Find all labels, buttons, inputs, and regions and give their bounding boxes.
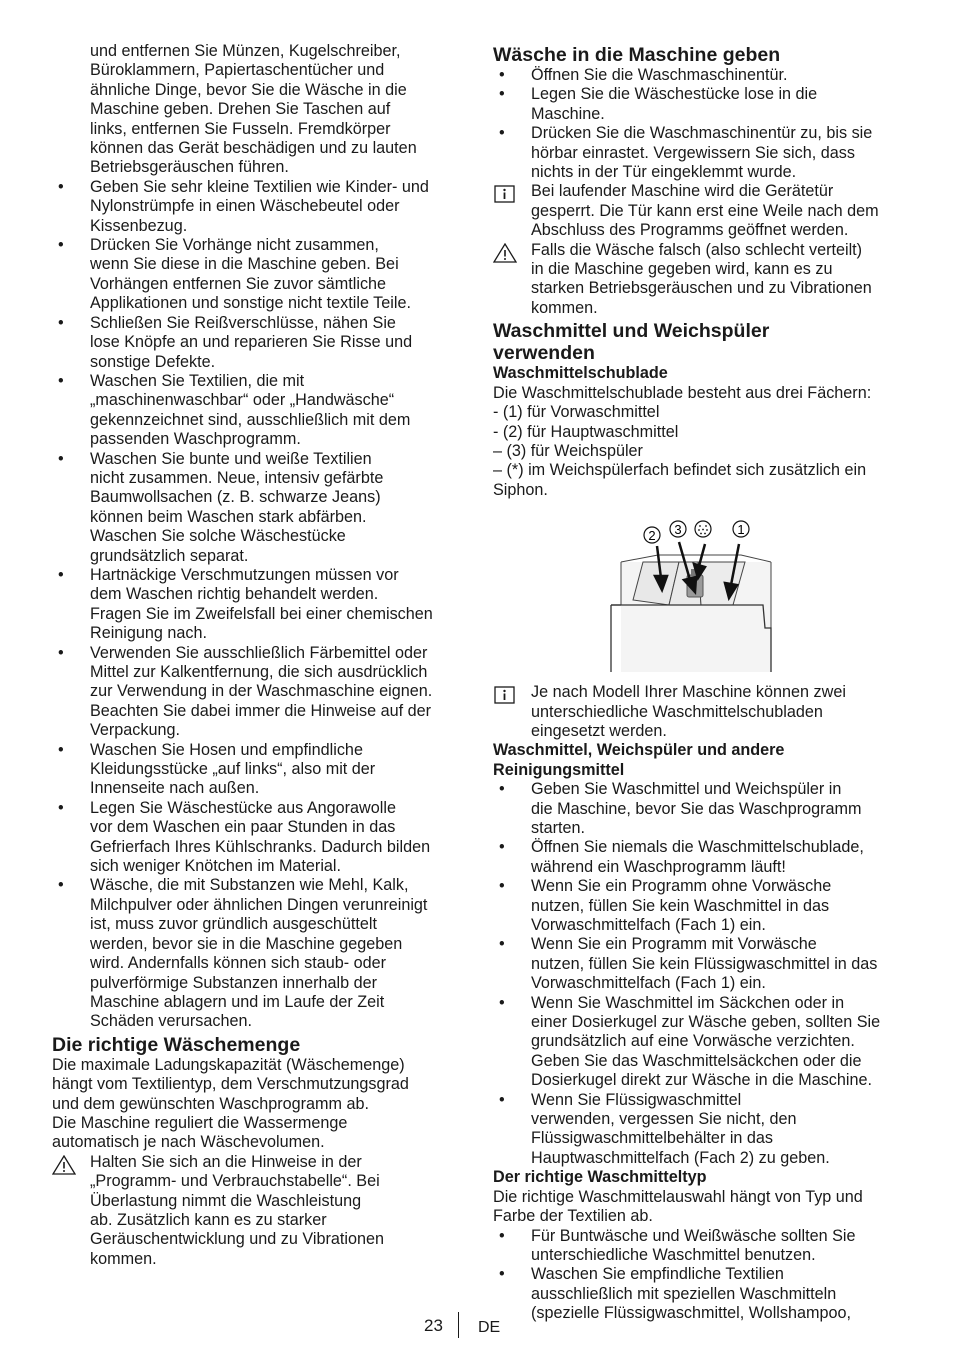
left-column: [52, 42, 464, 1269]
list-item: • Waschen Sie Hosen und empfindliche Kleidungsstücke „auf links“, also mit der Innenseite nach außen.: [58, 740, 376, 798]
list-item: • Waschen Sie bunte und weiße Textilien nicht zusammen. Neue, intensiv gefärbte Baumwollsachen (z. B. schwarze Jeans) können beim Waschen stark abfärben. Waschen Sie solche Wäschestücke grundsätzlich separat.: [58, 449, 384, 565]
section-heading-waeschemenge: Die richtige Wäschemenge: [52, 1033, 301, 1056]
label-compartment-3: 3: [674, 522, 682, 538]
bullet-icon: •: [58, 313, 64, 332]
page-footer: [0, 1316, 954, 1340]
bullet-icon: •: [499, 124, 505, 143]
list-item: • Legen Sie die Wäschestücke lose in die Maschine.: [499, 85, 818, 123]
bullet-icon: •: [499, 993, 505, 1012]
list-item: • Wenn Sie ein Programm ohne Vorwäsche nutzen, füllen Sie kein Waschmittel in das Vorwaschmittelfach (Fach 1) ein.: [499, 877, 832, 934]
list-item: • Geben Sie Waschmittel und Weichspüler in die Maschine, bevor Sie das Waschprogramm starten.: [499, 780, 862, 837]
subheading-reinigungsmittel: Waschmittel, Weichspüler und andere Reinigungsmittel: [493, 741, 785, 779]
bullet-icon: •: [499, 838, 505, 857]
bullet-icon: •: [58, 643, 64, 662]
warning-icon: [52, 1155, 76, 1175]
warning-icon: [493, 243, 517, 263]
list-item: • Drücken Sie Vorhänge nicht zusammen, wenn Sie diese in die Maschine geben. Bei Vorhängen entfernen Sie zuvor sämtliche Applikationen und sonstige nicht textile Teile.: [58, 236, 411, 313]
bullet-icon: •: [58, 876, 64, 895]
detergent-drawer-figure: [493, 510, 905, 675]
language-code: DE: [478, 1319, 501, 1336]
section-heading-waesche-geben: Wäsche in die Maschine geben: [493, 44, 781, 66]
footer-divider: [458, 1312, 459, 1338]
right-column: [493, 42, 905, 1324]
page-number: 23: [424, 1316, 443, 1335]
bullet-icon: •: [58, 740, 64, 759]
warning-note: Halten Sie sich an die Hinweise in der „Programm- und Verbrauchstabelle“. Bei Überlastung nimmt die Waschleistung ab. Zusätzlich kann es zu starker Geräuschentwicklung und zu Vibrationen kommen.: [52, 1153, 464, 1269]
list-item: • Schließen Sie Reißverschlüsse, nähen Sie lose Knöpfe an und reparieren Sie Risse und sonstige Defekte.: [58, 313, 413, 371]
list-item: • Wenn Sie ein Programm mit Vorwäsche nutzen, füllen Sie kein Flüssigwaschmittel in das Vorwaschmittelfach (Fach 1) ein.: [499, 935, 878, 993]
section-heading-waschmittel: Waschmittel und Weichspüler verwenden: [493, 320, 770, 365]
list-item: • Drücken Sie die Waschmaschinentür zu, bis sie hörbar einrastet. Vergewissern Sie sich, dass nichts in der Tür eingeklemmt wurde.: [499, 124, 873, 182]
warning-note: Falls die Wäsche falsch (also schlecht verteilt) in die Maschine gegeben wird, kann es zu starken Betriebsgeräuschen und zu Vibrationen kommen.: [493, 241, 905, 319]
bullet-icon: •: [58, 449, 64, 468]
paragraph: Die richtige Waschmittelauswahl hängt von Typ und Farbe der Textilien ab.: [493, 1187, 863, 1226]
subheading-waschmitteltyp: Der richtige Waschmitteltyp: [493, 1168, 707, 1187]
bullet-icon: •: [499, 85, 505, 104]
bullet-icon: •: [499, 877, 505, 896]
paragraph: Die maximale Ladungskapazität (Wäschemenge) hängt vom Textilientyp, dem Verschmutzungsgrad und dem gewünschten Waschprogramm ab. Die Maschine reguliert die Wassermenge automatisch je nach Wäschevolumen.: [52, 1055, 409, 1152]
list-item: • Öffnen Sie die Waschmaschinentür.: [499, 66, 788, 84]
list-item: • Wenn Sie Flüssigwaschmittel verwenden, vergessen Sie nicht, den Flüssigwaschmittelbehälter in das Hauptwaschmittelfach (Fach 2) zu geben.: [499, 1090, 830, 1167]
bullet-icon: •: [499, 1265, 505, 1284]
list-item: • Hartnäckige Verschmutzungen müssen vor dem Waschen richtig behandelt werden. Fragen Sie im Zweifelsfall bei einer chemischen Reinigung nach.: [58, 565, 433, 643]
bullet-icon: •: [58, 236, 64, 255]
list-item: • Waschen Sie Textilien, die mit „maschinenwaschbar“ oder „Handwäsche“ gekennzeichnet sind, ausschließlich mit dem passenden Waschprogramm.: [58, 371, 411, 449]
info-icon: [493, 184, 517, 204]
list-item: • Waschen Sie empfindliche Textilien ausschließlich mit speziellen Waschmitteln (spezielle Flüssigwaschmittel, Wollshampoo,: [499, 1265, 851, 1323]
list-item: • Wenn Sie Waschmittel im Säckchen oder in einer Dosierkugel zur Wäsche geben, sollten Sie grundsätzlich auf eine Vorwäsche verzichten. Geben Sie das Waschmittelsäckchen oder die Dosierkugel direkt zur Wäsche in die Maschine.: [499, 993, 881, 1090]
bullet-icon: •: [499, 780, 505, 799]
drawer-illustration: [493, 510, 905, 675]
list-item: • Öffnen Sie niemals die Waschmittelschublade, während ein Waschprogramm läuft!: [499, 838, 864, 876]
paragraph: Die Waschmittelschublade besteht aus drei Fächern: - (1) für Vorwaschmittel - (2) für Hauptwaschmittel – (3) für Weichspüler – (*) im Weichspülerfach befindet sich zusätzlich ein Siphon.: [493, 383, 872, 499]
bullet-icon: •: [58, 177, 64, 196]
subheading-schublade: Waschmittelschublade: [493, 364, 668, 383]
list-item: • Legen Sie Wäschestücke aus Angorawolle vor dem Waschen ein paar Stunden in das Gefrierfach Ihres Kühlschranks. Dadurch bilden sich weniger Knötchen im Material.: [58, 798, 431, 876]
info-icon: [493, 685, 517, 705]
bullet-icon: •: [499, 1226, 505, 1245]
info-note: Bei laufender Maschine wird die Gerätetür gesperrt. Die Tür kann erst eine Weile nach dem Abschluss des Programms geöffnet werden.: [493, 182, 905, 240]
bullet-icon: •: [58, 565, 64, 584]
list-item: • Wäsche, die mit Substanzen wie Mehl, Kalk, Milchpulver oder ähnlichen Dingen verunreinigt ist, muss zuvor gründlich ausgeschüttelt werden, bevor sie in die Maschine gegeben wird. Andernfalls können sich staub- oder pulverförmige Substanzen innerhalb der Maschine ablagern und im Laufe der Zeit Schäden verursachen.: [58, 876, 428, 1031]
list-item: • Geben Sie sehr kleine Textilien wie Kinder- und Nylonstrümpfe in einen Wäschebeutel oder Kissenbezug.: [58, 177, 429, 235]
bullet-icon: •: [499, 1090, 505, 1109]
bullet-icon: •: [58, 371, 64, 390]
bullet-icon: •: [499, 66, 505, 84]
info-note: Je nach Modell Ihrer Maschine können zwei unterschiedliche Waschmittelschubladen eingesetzt werden.: [493, 683, 905, 741]
list-item: • Für Buntwäsche und Weißwäsche sollten Sie unterschiedliche Waschmittel benutzen.: [499, 1226, 856, 1264]
intro-paragraph: und entfernen Sie Münzen, Kugelschreiber, Büroklammern, Papiertaschentücher und ähnliche Dinge, bevor Sie die Wäsche in die Maschine geben. Drehen Sie Taschen auf links, entfernen Sie Fusseln. Fremdkörper können das Gerät beschädigen und zu lauten Betriebsgeräuschen führen.: [90, 42, 417, 177]
list-item: • Verwenden Sie ausschließlich Färbemittel oder Mittel zur Kalkentfernung, die sich ausdrücklich zur Verwendung in der Waschmaschine eignen. Beachten Sie dabei immer die Hinweise auf der Verpackung.: [58, 643, 433, 740]
label-compartment-2: 2: [648, 528, 656, 544]
bullet-icon: •: [58, 798, 64, 817]
label-compartment-1: 1: [737, 522, 745, 538]
bullet-icon: •: [499, 935, 505, 954]
